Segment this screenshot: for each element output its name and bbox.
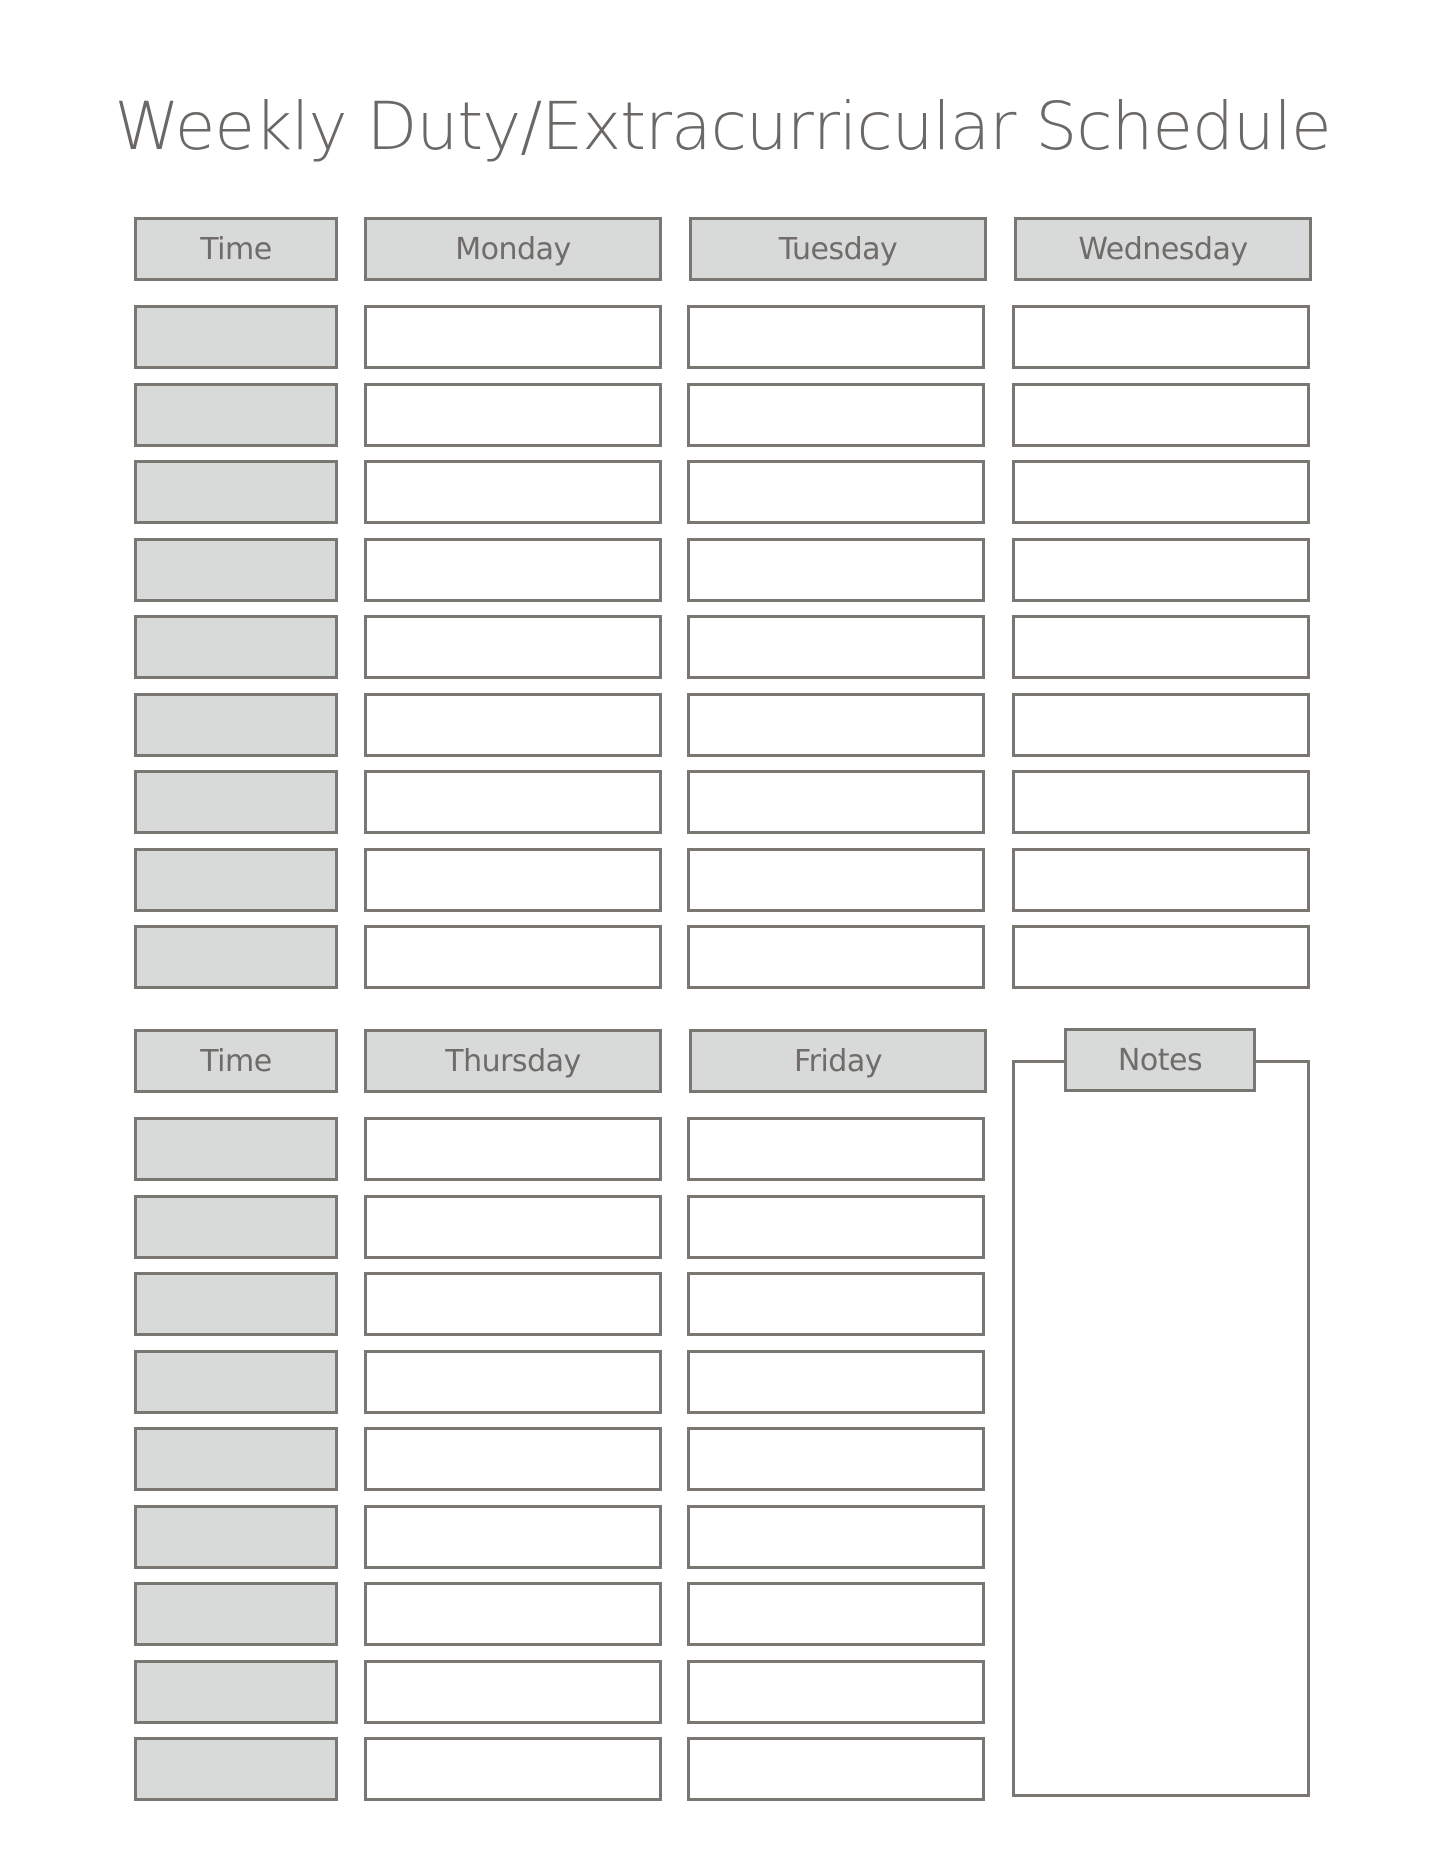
page-title: Weekly Duty/Extracurricular Schedule bbox=[114, 88, 1331, 165]
wednesday-cell[interactable] bbox=[1012, 770, 1310, 834]
tuesday-cell[interactable] bbox=[687, 770, 985, 834]
time-cell[interactable] bbox=[134, 538, 338, 602]
notes-header: Notes bbox=[1064, 1028, 1256, 1092]
wednesday-cell[interactable] bbox=[1012, 383, 1310, 447]
friday-cell[interactable] bbox=[687, 1195, 985, 1259]
friday-cell[interactable] bbox=[687, 1272, 985, 1336]
monday-cell[interactable] bbox=[364, 538, 662, 602]
time-cell[interactable] bbox=[134, 305, 338, 369]
friday-cell[interactable] bbox=[687, 1660, 985, 1724]
thursday-cell[interactable] bbox=[364, 1737, 662, 1801]
monday-cell[interactable] bbox=[364, 848, 662, 912]
time-cell[interactable] bbox=[134, 693, 338, 757]
wednesday-cell[interactable] bbox=[1012, 848, 1310, 912]
time-header-top: Time bbox=[134, 217, 338, 281]
time-cell[interactable] bbox=[134, 925, 338, 989]
monday-cell[interactable] bbox=[364, 383, 662, 447]
wednesday-cell[interactable] bbox=[1012, 305, 1310, 369]
friday-cell[interactable] bbox=[687, 1350, 985, 1414]
wednesday-cell[interactable] bbox=[1012, 615, 1310, 679]
time-header-bottom: Time bbox=[134, 1029, 338, 1093]
monday-cell[interactable] bbox=[364, 770, 662, 834]
time-cell[interactable] bbox=[134, 1117, 338, 1181]
time-cell[interactable] bbox=[134, 1582, 338, 1646]
time-cell[interactable] bbox=[134, 460, 338, 524]
tuesday-cell[interactable] bbox=[687, 383, 985, 447]
time-cell[interactable] bbox=[134, 615, 338, 679]
thursday-cell[interactable] bbox=[364, 1272, 662, 1336]
friday-cell[interactable] bbox=[687, 1737, 985, 1801]
thursday-cell[interactable] bbox=[364, 1582, 662, 1646]
wednesday-cell[interactable] bbox=[1012, 538, 1310, 602]
thursday-cell[interactable] bbox=[364, 1195, 662, 1259]
tuesday-cell[interactable] bbox=[687, 693, 985, 757]
time-cell[interactable] bbox=[134, 1272, 338, 1336]
monday-cell[interactable] bbox=[364, 693, 662, 757]
tuesday-cell[interactable] bbox=[687, 925, 985, 989]
monday-header: Monday bbox=[364, 217, 662, 281]
wednesday-cell[interactable] bbox=[1012, 460, 1310, 524]
time-cell[interactable] bbox=[134, 770, 338, 834]
time-cell[interactable] bbox=[134, 1350, 338, 1414]
monday-cell[interactable] bbox=[364, 460, 662, 524]
monday-cell[interactable] bbox=[364, 615, 662, 679]
monday-cell[interactable] bbox=[364, 305, 662, 369]
time-cell[interactable] bbox=[134, 848, 338, 912]
time-cell[interactable] bbox=[134, 1660, 338, 1724]
time-cell[interactable] bbox=[134, 1195, 338, 1259]
time-cell[interactable] bbox=[134, 1427, 338, 1491]
wednesday-cell[interactable] bbox=[1012, 925, 1310, 989]
thursday-header: Thursday bbox=[364, 1029, 662, 1093]
wednesday-cell[interactable] bbox=[1012, 693, 1310, 757]
tuesday-cell[interactable] bbox=[687, 848, 985, 912]
monday-cell[interactable] bbox=[364, 925, 662, 989]
tuesday-cell[interactable] bbox=[687, 460, 985, 524]
thursday-cell[interactable] bbox=[364, 1505, 662, 1569]
friday-cell[interactable] bbox=[687, 1117, 985, 1181]
time-cell[interactable] bbox=[134, 383, 338, 447]
friday-cell[interactable] bbox=[687, 1582, 985, 1646]
friday-cell[interactable] bbox=[687, 1427, 985, 1491]
time-cell[interactable] bbox=[134, 1737, 338, 1801]
thursday-cell[interactable] bbox=[364, 1660, 662, 1724]
tuesday-cell[interactable] bbox=[687, 538, 985, 602]
thursday-cell[interactable] bbox=[364, 1117, 662, 1181]
thursday-cell[interactable] bbox=[364, 1427, 662, 1491]
tuesday-cell[interactable] bbox=[687, 615, 985, 679]
time-cell[interactable] bbox=[134, 1505, 338, 1569]
friday-cell[interactable] bbox=[687, 1505, 985, 1569]
tuesday-header: Tuesday bbox=[689, 217, 987, 281]
tuesday-cell[interactable] bbox=[687, 305, 985, 369]
notes-area[interactable] bbox=[1012, 1060, 1310, 1797]
thursday-cell[interactable] bbox=[364, 1350, 662, 1414]
friday-header: Friday bbox=[689, 1029, 987, 1093]
wednesday-header: Wednesday bbox=[1014, 217, 1312, 281]
